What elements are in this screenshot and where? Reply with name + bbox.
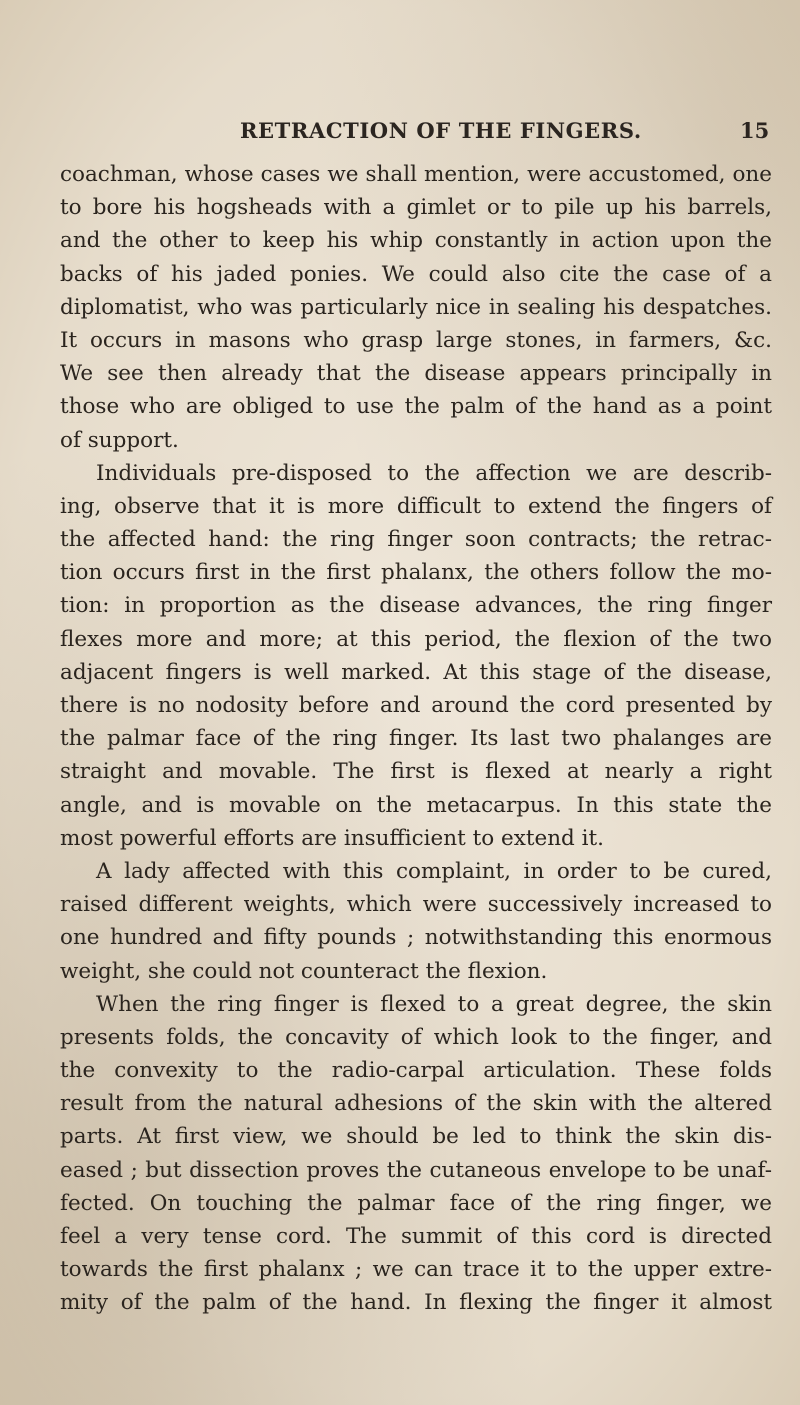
- text-line: straight and movable. The first is flexed at nearly a right: [60, 759, 772, 785]
- text-line: angle, and is movable on the metacarpus. In this state the: [60, 792, 772, 818]
- text-line: those who are obliged to use the palm of the hand as a point: [60, 394, 772, 420]
- text-line: and the other to keep his whip constantly in action upon the: [60, 228, 772, 254]
- text-line: the palmar face of the ring finger. Its last two phalanges are: [60, 726, 772, 752]
- body-text: [60, 158, 772, 1320]
- text-line: to bore his hogsheads with a gimlet or to pile up his barrels,: [60, 195, 772, 221]
- text-line: parts. At first view, we should be led to think the skin dis-: [60, 1124, 772, 1150]
- text-line: the affected hand: the ring finger soon contracts; the retrac-: [60, 527, 772, 553]
- text-line: result from the natural adhesions of the skin with the altered: [60, 1091, 772, 1117]
- text-line: flexes more and more; at this period, the flexion of the two: [60, 626, 772, 652]
- text-line: one hundred and fifty pounds ; notwithstanding this enormous: [60, 925, 772, 951]
- text-line: the convexity to the radio-carpal articulation. These folds: [60, 1058, 772, 1084]
- text-line: It occurs in masons who grasp large stones, in farmers, &c.: [60, 327, 772, 353]
- text-line: tion occurs first in the first phalanx, the others follow the mo-: [60, 560, 772, 586]
- text-line: presents folds, the concavity of which look to the finger, and: [60, 1024, 772, 1050]
- text-line: most powerful efforts are insufficient to extend it.: [60, 825, 604, 851]
- text-line: When the ring finger is flexed to a great degree, the skin: [96, 991, 772, 1017]
- text-line: raised different weights, which were successively increased to: [60, 892, 772, 918]
- text-line: ing, observe that it is more difficult to extend the fingers of: [60, 493, 772, 519]
- text-line: feel a very tense cord. The summit of this cord is directed: [60, 1224, 772, 1249]
- text-line: A lady affected with this complaint, in order to be cured,: [96, 858, 772, 884]
- page-header: [0, 118, 800, 148]
- text-line: adjacent fingers is well marked. At this stage of the disease,: [60, 659, 772, 685]
- text-line: Individuals pre-disposed to the affection we are describ-: [96, 460, 772, 486]
- text-line: tion: in proportion as the disease advances, the ring finger: [60, 593, 772, 619]
- text-line: We see then already that the disease appears principally in: [60, 361, 772, 387]
- text-line: diplomatist, who was particularly nice in sealing his despatches.: [60, 294, 772, 320]
- text-line: there is no nodosity before and around the cord presented by: [60, 693, 772, 718]
- text-line: of support.: [60, 427, 179, 453]
- text-line: backs of his jaded ponies. We could also cite the case of a: [60, 261, 772, 287]
- text-line: towards the first phalanx ; we can trace it to the upper extre-: [60, 1257, 772, 1283]
- page-number: 15: [740, 118, 770, 143]
- text-line: eased ; but dissection proves the cutaneous envelope to be unaf-: [60, 1157, 772, 1183]
- text-line: mity of the palm of the hand. In flexing the finger it almost: [60, 1290, 772, 1316]
- text-line: coachman, whose cases we shall mention, were accustomed, one: [60, 162, 772, 187]
- running-head: RETRACTION OF THE FINGERS.: [240, 118, 642, 143]
- text-line: weight, she could not counteract the flexion.: [60, 958, 548, 984]
- text-line: fected. On touching the palmar face of the ring finger, we: [60, 1190, 772, 1216]
